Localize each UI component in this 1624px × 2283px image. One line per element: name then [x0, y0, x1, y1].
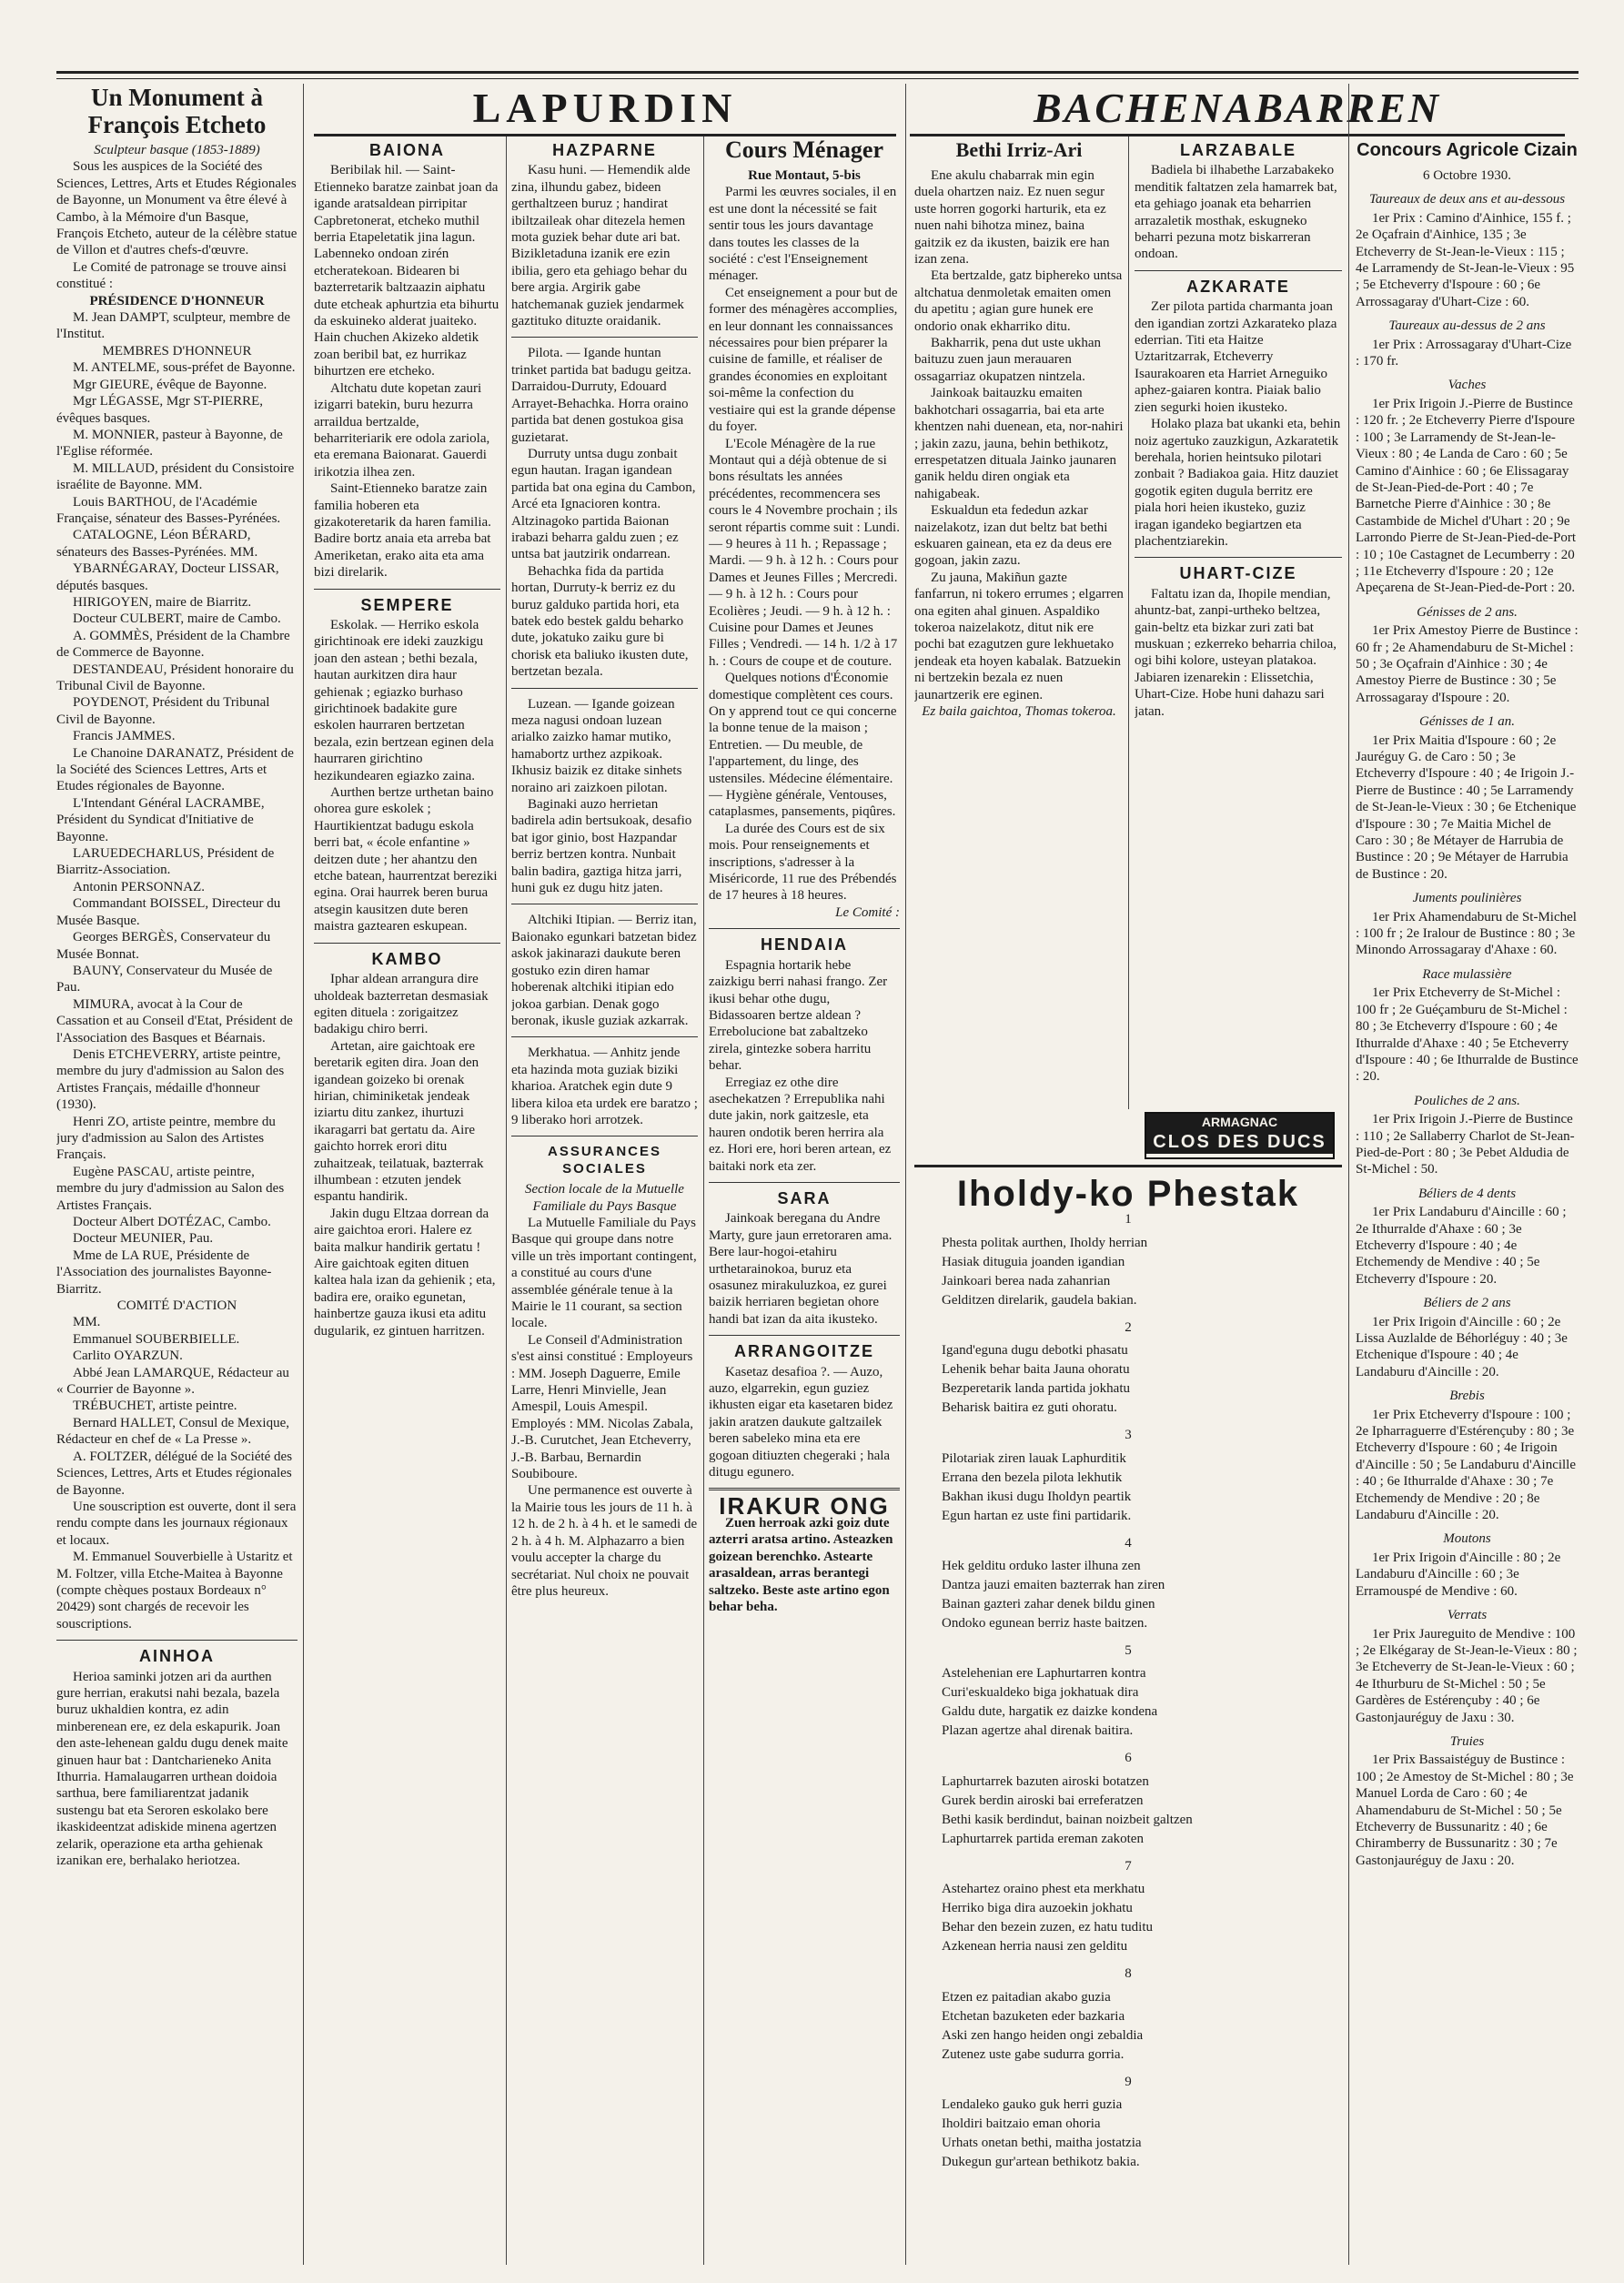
cours-text-3: L'Ecole Ménagère de la rue Montaut qui a déjà obtenue de si bons résultats les années précédentes, recommencera ses cours le 4 Novembre prochain ; ils seront répartis comme suit : Lundi. — 9 heures à 11 h. ; Repassage ; Mardi. — 9 h. à 12 h. : Cours pour Dames et Jeunes Filles ; Mercredi. — 9 h. à 12 h. : Cours pour Ecolières ; Jeudi. — 9 h. à 12 h. : Cuisine pour Dames et Jeunes Filles ; Vendredi. — 14 h. 1/2 à 17 h. : Cours de coupe et de couture.: [709, 436, 900, 669]
concours-section-title: Génisses de 1 an.: [1419, 714, 1515, 730]
membre-entry: Antonin PERSONNAZ.: [73, 879, 206, 894]
membre-entry: Denis ETCHEVERRY, artiste peintre, membre du jury d'admission au Salon des Artistes Français, médaille d'honneur (1930).: [56, 1046, 285, 1113]
uhartgize-title: UHART-CIZE: [1179, 564, 1297, 583]
sempere-text: Eskolak. — Herriko eskola girichtinoak ere ideki zauzkigu joan den astean ; bethi bezala, hautan aurkitzen dira haur gehienak ; egiazko burhaso girichtinoek badakite gure eskolen haurraren bertzetan bezala, ezin bertzean eginen dela haurraren girichtino hezikundearen egiazko zaina.: [314, 617, 494, 783]
concours-list: [1356, 191, 1579, 1869]
membre-entry: Francis JAMMES.: [73, 729, 176, 744]
concours-section-text: 1er Prix Irigoin J.-Pierre de Bustince : 110 ; 2e Sallaberry Charlot de St-Jean-Pied-de-Port : 80 ; 3e Pebet Aldudia de St-Michel : 50.: [1356, 1112, 1575, 1177]
stanza-number: 3: [1125, 1428, 1132, 1443]
concours-section-text: 1er Prix Etcheverry d'Ispoure : 100 ; 2e Ipharraguerre d'Estérençuby : 80 ; 3e Etcheverry d'Ispoure : 60 ; 4e Irigoin d'Aincille : 50 ; 5e Landaburu d'Aincille : 40 ; 6e Ithurralde d'Ahaxe : 30 ; 7e Etchemendy de Mendive : 20 ; 8e Landaburu d'Aincille : 20.: [1356, 1407, 1577, 1523]
stanza-number: 2: [1125, 1319, 1132, 1335]
concours-section-title: Juments poulinières: [1412, 891, 1522, 906]
stanza-line: Hasiak dituguia joanden igandian: [942, 1254, 1125, 1269]
assurances-text: La Mutuelle Familiale du Pays Basque qui groupe dans notre ville un très important contingent, a constitué au cours d'une assemblée générale tenue à la Mairie le 11 courant, sa section locale.: [511, 1215, 697, 1331]
sara-text: Jainkoak beregana du Andre Marty, gure jaun erretoraren ama. Bere laur-hogoi-etahiru urthetarainokoa, buruz eta osasunez mirakuluzkoa, ez gurei baizik herriaren begietan ohore handi bat izan da aita ikusteko.: [709, 1211, 893, 1327]
hendaia-text: Espagnia hortarik hebe zaizkigu berri nahasi frango. Zer ikusi behar othe dugu, Bidassoaren bertze aldean ? Errebolucione bat zabaltzeko zirela, gintezke sobera harritu behar.: [709, 957, 888, 1074]
kambo-text: Iphar aldean arrangura dire uholdeak bazterretan desmasiak egiten dituela : zorigaitzez badakigu chiro berri.: [314, 972, 489, 1037]
membre-entry: Docteur CULBERT, maire de Cambo.: [73, 611, 281, 627]
hazparne-title: HAZPARNE: [552, 141, 657, 159]
stanza-line: Bezperetarik landa partida jokhatu: [942, 1381, 1130, 1397]
stanza-line: Plazan agertze ahal direnak baitira.: [942, 1723, 1134, 1739]
bethi-text-5: Eskualdun eta fededun azkar naizelakotz, izan dut beltz bat bethi eskuaren gainean, eta ez da deus ere gogoan, jakin zazu.: [914, 503, 1112, 569]
concours-section-title: Béliers de 2 ans: [1423, 1296, 1511, 1311]
stanza-line: Beharisk baitira ez guti ohoratu.: [942, 1400, 1117, 1416]
stanza-line: Iholdiri baitzaio eman ohoria: [942, 2116, 1101, 2132]
concours-section-text: 1er Prix Irigoin d'Aincille : 80 ; 2e Landaburu d'Aincille : 60 ; 3e Erramouspé de Mendive : 60.: [1356, 1550, 1561, 1599]
assurances-title: ASSURANCES SOCIALES: [547, 1144, 661, 1177]
baiona-title: BAIONA: [369, 141, 445, 159]
concours-section-text: 1er Prix Etcheverry de St-Michel : 100 fr ; 2e Guéçamburu de St-Michel : 80 ; 3e Etcheverry d'Ispoure : 60 ; 4e Ithurralde d'Ahaxe : 40 ; 5e Etcheverry d'Ispoure : 40 ; 6e Ithurralde de Bustince : 20.: [1356, 985, 1579, 1085]
hendaia-text-2: Erregiaz ez othe dire asechekatzen ? Errepublika nahi dute jakin, nork gaitzesle, eta hauren ondotik beren herrira ala ez. Hori ere, hori beren artean, ez baitaki nork eta zer.: [709, 1075, 892, 1174]
stanza-line: Herriko biga dira auzoekin jokhatu: [942, 1901, 1133, 1916]
membre-entry: Henri ZO, artiste peintre, membre du jury d'admission au Salon des Artistes Français.: [56, 1114, 276, 1163]
armagnac-line1: ARMAGNAC: [1146, 1114, 1333, 1130]
stanza: [942, 1664, 1342, 1741]
cours-text-2: Cet enseignement a pour but de former des ménagères accomplies, en leur donnant les connaissances nécessaires pour bien préparer la cuisine de famille, et réaliser de grandes économies en exploitant soi-même la confection du vestiaire qui est la grande dépense du foyer.: [709, 285, 898, 435]
stanza: [942, 2096, 1342, 2172]
stanza: [942, 1234, 1342, 1310]
stanza-line: Jainkoari berea nada zahanrian: [942, 1273, 1111, 1288]
concours-section-text: 1er Prix Maitia d'Ispoure : 60 ; 2e Jauréguy G. de Caro : 50 ; 3e Etcheverry d'Ispoure : 40 ; 4e Irigoin J.-Pierre de Bustince : 40 ; 5e Larramendy de St-Jean-le-Vieux : 30 ; 6e Etchenique d'Ispoure : 30 ; 7e Maitia Michel de Caro : 30 ; 8e Métayer de Harrubia de Bustince : 20 ; 9e Métayer de Harrubia de Bustince : 20.: [1356, 732, 1577, 882]
concours-section-title: Taureaux de deux ans et au-dessous: [1368, 192, 1566, 207]
azkarate-title: AZKARATE: [1186, 277, 1290, 296]
concours-section-text: 1er Prix Jaureguito de Mendive : 100 ; 2e Elkégaray de St-Jean-le-Vieux : 80 ; 3e Etcheverry de St-Jean-le-Vieux : 60 ; 4e Ithurburu de St-Michel : 50 ; 5e Gardères de Estérençuby : 40 ; 6e Gastonjauréguy de Jaxu : 30.: [1356, 1626, 1578, 1725]
membre-entry: A. GOMMÈS, Président de la Chambre de Commerce de Bayonne.: [56, 628, 290, 661]
monument-title: Un Monument à François Etcheto: [87, 84, 267, 138]
stanza-number: 8: [1125, 1966, 1132, 1982]
stanza: [942, 1450, 1342, 1526]
armagnac-ad: [1145, 1112, 1335, 1159]
membre-entry: Docteur Albert DOTÉZAC, Cambo.: [73, 1215, 271, 1229]
stanza-line: Igand'eguna dugu debotki phasatu: [942, 1343, 1128, 1359]
stanza-line: Egun hartan ez uste fini partidarik.: [942, 1508, 1132, 1523]
concours-title: Concours Agricole Cizain: [1357, 140, 1578, 160]
monument-intro: Sous les auspices de la Société des Sciences, Lettres, Arts et Etudes Régionales de Bayonne, un Monument va être élevé à Cambo, à la Mémoire d'un Basque, François Etcheto, auteur de la célèbre statue de Villon et d'autres chefs-d'œuvre.: [56, 159, 298, 258]
concours-section-title: Vaches: [1447, 378, 1487, 393]
stanza-number: 1: [1125, 1212, 1132, 1227]
concours-section-text: 1er Prix Irigoin J.-Pierre de Bustince : 120 fr. ; 2e Etcheverry Pierre d'Ispoure : 100 ; 3e Larramendy de St-Jean-le-Vieux : 80 ; 4e Landa de Caro : 60 ; 5e Camino d'Ainhice : 60 ; 6e Elissagaray de St-Jean-Pied-de-Port : 40 ; 7e Barnetche Pierre d'Ainhice : 30 ; 8e Castambide de Michel d'Uhart : 20 ; 9e Larrondo Pierre de St-Jean-Pied-de-Port : 10 ; 10e Castagnet de Lecumberry : 20 ; 11e Etcheverry d'Ispoure : 20 ; 12e Apeçarena de St-Jean-Pied-de-Port : 20.: [1356, 396, 1577, 596]
stanza-line: Etzen ez paitadian akabo guzia: [942, 1989, 1111, 2005]
stanza-line: Ondoko egunean berriz haste baitzen.: [942, 1616, 1148, 1631]
stanza-line: Errana den bezela pilota lekhutik: [942, 1470, 1123, 1485]
stanza-line: Zutenez uste gabe sudurra gorria.: [942, 2046, 1125, 2062]
stanza-number: 4: [1125, 1535, 1132, 1551]
stanza: [942, 1988, 1342, 2065]
poem-title: Iholdy-ko Phestak: [956, 1174, 1300, 1214]
stanza-line: Galdu dute, hargatik ez daizke kondena: [942, 1704, 1158, 1720]
membres-list: [56, 359, 298, 1298]
pilota-text-2: Durruty untsa dugu zonbait egun hautan. Iragan igandean partida bat ona egina du Cambon, Arcé eta Ignacioren kontra. Altzinagoko partida Baionan irabazi beharra galdu zuen ; ez untsa bat jautzirik ondarrean.: [511, 446, 696, 562]
membre-entry: Commandant BOISSEL, Directeur du Musée Basque.: [56, 896, 281, 928]
comite-entry: Emmanuel SOUBERBIELLE.: [73, 1331, 240, 1347]
column-larzabale: [1135, 136, 1342, 1109]
armagnac-line2: CLOS DES DUCS: [1146, 1130, 1333, 1154]
stanza-line: Urhats onetan bethi, maitha jostatzia: [942, 2136, 1142, 2151]
cours-title: Cours Ménager: [724, 136, 883, 163]
stanza-line: Hek gelditu orduko laster ilhuna zen: [942, 1559, 1141, 1574]
stanza-number: 9: [1125, 2074, 1132, 2089]
sara-title: SARA: [777, 1188, 832, 1207]
membre-entry: L'Intendant Général LACRAMBE, Président du Syndicat d'Initiative de Bayonne.: [56, 795, 265, 844]
stanza-number: 5: [1125, 1643, 1132, 1659]
membre-entry: Louis BARTHOU, de l'Académie Française, sénateur des Basses-Pyrénées.: [56, 494, 281, 526]
assurances-text-2: Le Conseil d'Administration s'est ainsi constitué : Employeurs : MM. Joseph Daguerre, Emile Larre, Henri Minvielle, Jean Amespil, Louis Amespil. Employés : MM. Nicolas Zabala, J.-B. Curutchet, Jean Etcheverry, J.-B. Barbau, Bernardin Soubiboure.: [511, 1332, 693, 1482]
stanza-line: Dantza jauzi emaiten bazterrak han ziren: [942, 1578, 1165, 1593]
membre-entry: MIMURA, avocat à la Cour de Cassation et au Conseil d'Etat, Président de l'Association des Basques et Béarnais.: [56, 996, 293, 1046]
concours-section-text: 1er Prix Landaburu d'Aincille : 60 ; 2e Ithurralde d'Ahaxe : 60 ; 3e Etcheverry d'Ispoure : 40 ; 4e Etchemendy de Mendive : 40 ; 5e Etcheverry d'Ispoure : 20.: [1356, 1205, 1567, 1287]
membre-entry: Mme de LA RUE, Présidente de l'Association des journalistes Bayonne-Biarritz.: [56, 1248, 272, 1297]
membre-entry: Eugène PASCAU, artiste peintre, membre du jury d'admission au Salon des Artistes Français.: [56, 1164, 285, 1213]
souscription-text: Une souscription est ouverte, dont il sera rendu compte dans les journaux régionaux et locaux.: [56, 1499, 297, 1548]
poem-block: [914, 1165, 1342, 2265]
comite-entry: TRÉBUCHET, artiste peintre.: [73, 1399, 237, 1414]
membre-entry: Mgr GIEURE, évêque de Bayonne.: [73, 377, 267, 392]
cours-signature: Le Comité :: [835, 904, 900, 920]
bethi-text-3: Bakharrik, pena dut uste ukhan baituzu zuen jaun merauaren ossagarriaz okupatzen nintzela.: [914, 336, 1102, 384]
merkhatua-text: Merkhatua. — Anhitz jende eta hazinda mota guziak biziki kharioa. Aratchek egin dute 9 libera kiloa eta urdek ere baratzo ; 9 liberako hori arrotzek.: [511, 1046, 698, 1127]
kambo-text-2: Artetan, aire gaichtoak ere beretarik egiten dira. Joan den igandean goizeko bi orenak hirian, chiminiketak jendeak iziartu ditu zankez, ihurtuzi ikaragarri bat gertatu da. Aire gaichto horrek erori ditu zuhaitzeak, teilatuak, bazterrak ilhumbean : etzuten jendek espantu handirik.: [314, 1038, 484, 1205]
arrangoitze-text: Kasetaz desafioa ?. — Auzo, auzo, elgarrekin, egun guziez ikhusten eigar eta kasetaren bidez jakin aratzen daukute galtzailek beren sabeleko mina eta ere gogoan ditiuzten chegeraki ; hala ditugu egunero.: [709, 1364, 893, 1480]
stanza-line: Lehenik behar baita Jauna ohoratu: [942, 1362, 1130, 1378]
irakur-title: IRAKUR ONG: [719, 1492, 890, 1520]
presidence-title: PRÉSIDENCE D'HONNEUR: [89, 293, 265, 308]
baiona-text-3: Saint-Etienneko baratze zain familia hoberen eta gizakoteretarik da haren familia. Badire bortz anaia eta arreba bat Ameriketan, erako aita eta ama bizi direlarik.: [314, 481, 491, 581]
azkarate-text: Zer pilota partida charmanta joan den igandian zortzi Azkarateko plaza ederrian. Titi eta Haitze Uztaritzarrak, Etcheverry Isaurakoaren eta Harriet Arneguiko aphez-gaiaren kontra. Piaiak balio zien segurki hoien ikusteko.: [1135, 299, 1337, 415]
stanza: [942, 1880, 1342, 1956]
poem-body: [914, 1211, 1342, 2172]
concours-section-title: Truies: [1449, 1733, 1485, 1749]
stanza-number: 6: [1125, 1751, 1132, 1766]
concours-section-text: 1er Prix : Camino d'Ainhice, 155 f. ; 2e Oçafrain d'Ainhice, 135 ; 3e Etcheverry de St-Jean-le-Vieux : 115 ; 4e Larramendy de St-Jean-le-Vieux : 95 ; 5e Etcheverry d'Ispoure : 60 ; 6e Arrossagaray d'Uhart-Cize : 60.: [1356, 210, 1575, 309]
stanza-line: Bakhan ikusi dugu Iholdyn peartik: [942, 1489, 1132, 1504]
presidence-text: M. Jean DAMPT, sculpteur, membre de l'Institut.: [56, 310, 291, 342]
column-baiona: [314, 136, 500, 2274]
column-cours-menager: [709, 136, 900, 2274]
baiona-text-2: Altchatu dute kopetan zauri izigarri batekin, buru hezurra arraildua bertzalde, beharriteriarik ere odola zariola, eta eremana Baionarat. Gauerdi irikotzia ilhea zen.: [314, 380, 490, 480]
stanza-line: Gelditzen direlarik, gaudela bakian.: [942, 1292, 1137, 1308]
stanza-number: 7: [1125, 1858, 1132, 1874]
ainhoa-text: Herioa saminki jotzen ari da aurthen gure herrian, erakutsi nahi bezala, bazela buruz ukhaldien kontra, ez adin minberenean ere, ez dela eskapurik. Joan den aste-lehenean galdu dugu denek maite ginuen haur bat : Dantcharieneko Anita Ithurria. Hamalaugarren urthean doidoia sarthua, bere familiarentzat jadanik sustengu bat eta Seroren eskolako bere ikaskideentzat adiskide minena agertzen zelarik, operazione eta artha gehienak izanikan ere, berhalako heriotzea.: [56, 1669, 288, 1869]
membre-entry: POYDENOT, Président du Tribunal Civil de Bayonne.: [56, 695, 270, 727]
monument-intro2: Le Comité de patronage se trouve ainsi constitué :: [56, 259, 287, 292]
stanza: [942, 1773, 1342, 1849]
larzabale-text: Badiela bi ilhabethe Larzabakeko menditik faltatzen zela hamarrek bat, eta gehiago joanak eta beharrien arrazaletik mosthak, eskugneko beharri pezuna motz biskarreran ondoan.: [1135, 163, 1337, 262]
bethi-title: Bethi Irriz-Ari: [955, 138, 1083, 161]
comite-entry: Abbé Jean LAMARQUE, Rédacteur au « Courrier de Bayonne ».: [56, 1365, 289, 1398]
concours-section-text: 1er Prix Ahamendaburu de St-Michel : 100 fr ; 2e Iralour de Bustince : 80 ; 3e Minondo Arrossagaray d'Ahaxe : 60.: [1356, 909, 1577, 958]
kambo-title: KAMBO: [371, 949, 443, 968]
sempere-text-2: Aurthen bertze urthetan baino ohorea gure eskolek ; Haurtikientzat badugu eskola berri bat, « école enfantine » deitzen dute ; her ahantzu den etche batean, haurrentzat bereziki egina. Orai haurrek beren burua atsegin kausitzen dute beren maistra gaztearen eskupean.: [314, 785, 498, 934]
bachenabarren-masthead: BACHENABARREN: [1033, 85, 1442, 131]
bethi-text-2: Eta bertzalde, gatz biphereko untsa altchatua denmoletak emaiten omen du apetitu ; agian gure hunek ere ondorio onak ekharriko ditu.: [914, 268, 1123, 334]
concours-section-title: Verrats: [1447, 1608, 1488, 1623]
monument-subtitle: Sculpteur basque (1853-1889): [94, 143, 260, 157]
stanza-line: Laphurtarrek bazuten airoski botatzen: [942, 1773, 1149, 1789]
pilota-text-3: Behachka fida da partida hortan, Durruty-k berriz ez du buruz galduko partida hori, eta batek edo bestek galdu beharko dute, jokatuko zaiku gure bi chorisk eta baliuko ikusten dute, bertzetan bezala.: [511, 563, 689, 680]
lapurdin-masthead: LAPURDIN: [472, 85, 738, 131]
membre-entry: Docteur MEUNIER, Pau.: [73, 1231, 214, 1247]
concours-section-text: 1er Prix Amestoy Pierre de Bustince : 60 fr ; 2e Ahamendaburu de St-Michel : 50 ; 3e Oçafrain d'Ainhice : 30 ; 4e Amestoy Pierre de Bustince : 30 ; 5e Arrossagaray d'Ispoure : 20.: [1356, 623, 1579, 705]
kambo-text-3: Jakin dugu Eltzaa dorrean da aire gaichtoa erori. Halere ez baita malkur handirik gertatu ! Aire gaichtoak egiten dituen kaltea hala izan da gehienik ; eta, badira ere, oraiko egunetan, hainbertze gauza ikusi eta aditu dugularik, ez gintuen harritzen.: [314, 1206, 496, 1338]
membre-entry: CATALOGNE, Léon BÉRARD, sénateurs des Basses-Pyrénées. MM.: [56, 528, 258, 560]
stanza-line: Astehartez oraino phest eta merkhatu: [942, 1882, 1145, 1897]
concours-section-title: Brebis: [1449, 1389, 1485, 1404]
comite-entry: Bernard HALLET, Consul de Mexique, Rédacteur en chef de « La Presse ».: [56, 1415, 290, 1448]
cours-text: Parmi les œuvres sociales, il en est une dont la nécessité se fait sentir tous les jours davantage dans toutes les classes de la société : c'est l'Enseignement ménager.: [709, 185, 897, 284]
comite-entry: MM.: [73, 1315, 101, 1330]
concours-section-text: 1er Prix : Arrossagaray d'Uhart-Cize : 170 fr.: [1356, 337, 1572, 369]
luzean-text-2: Baginaki auzo herrietan badirela adin bertsukoak, desafio bat igor ginio, bost Hazpandar berriz bertzen kontra. Nunbait balin badira, gaztiga hitza jarri, huni guk ez dugu hitz jaten.: [511, 797, 692, 896]
stanza: [942, 1341, 1342, 1418]
column-monument: [56, 84, 298, 2274]
hendaia-title: HENDAIA: [760, 935, 848, 955]
concours-section-title: Béliers de 4 dents: [1417, 1186, 1517, 1201]
concours-section-title: Taureaux au-dessus de 2 ans: [1388, 318, 1546, 334]
lapurdin-masthead-wrap: [314, 84, 896, 136]
stanza-line: Dukegun gur'artean bethikotz bakia.: [942, 2155, 1140, 2170]
altchiki-text: Altchiki Itipian. — Berriz itan, Baionako egunkari batzetan bidez askok jakinarazi daukute beren gostuko ezin diren hamar hoberenak altchiki itipian edo jokoa garbian. Denak gogo beronak, ikusle guziak azkarrak.: [511, 913, 697, 1028]
luzean-text: Luzean. — Igande goizean meza nagusi ondoan luzean arialko zaizko hamar mutiko, hamabortz urthez azpikoak. Ikhusiz baizik ez ditake sinhets noraino ari zaizkoen pilotan.: [511, 696, 682, 795]
concours-section-text: 1er Prix Irigoin d'Aincille : 60 ; 2e Lissa Auzlalde de Béhorléguy : 40 ; 3e Etchenique d'Ispoure : 40 ; 4e Landaburu d'Aincille : 20.: [1356, 1314, 1568, 1379]
concours-date: 6 Octobre 1930.: [1422, 168, 1512, 183]
membre-entry: Mgr LÉGASSE, Mgr ST-PIERRE, évêques basques.: [56, 394, 264, 426]
concours-section-title: Génisses de 2 ans.: [1417, 604, 1518, 620]
stanza-line: Etchetan bazuketen eder bazkaria: [942, 2008, 1125, 2024]
stanza-line: Pilotariak ziren lauak Laphurditik: [942, 1450, 1126, 1466]
bethi-text: Ene akulu chabarrak min egin duela ohartzen naiz. Ez nuen segur uste horren gogorki harturik, eta ez nuen nahi bihotza minez, baina gaitzik ez da ikusten, baizik ere han izan zena.: [914, 168, 1110, 268]
concours-section-title: Race mulassière: [1422, 966, 1512, 982]
arrangoitze-title: ARRANGOITZE: [734, 1342, 874, 1361]
stanza-line: Gurek berdin airoski bai erreferatzen: [942, 1793, 1144, 1808]
larzabale-title: LARZABALE: [1180, 141, 1296, 159]
azkarate-text-2: Holako plaza bat ukanki eta, behin noiz agertuko zauzkigun, Azkaratetik berehala, horien heintsuko pilotari zonbait ? Badiakoa gaia. Hitz dauziet gogotik egiten dugula berritz ere piala hori heien ikusteko, guziz iragan igandeko begiartzen eta plachentziarekin.: [1135, 417, 1341, 549]
membre-entry: M. MILLAUD, président du Consistoire israélite de Bayonne. MM.: [56, 460, 295, 493]
concours-section-title: Pouliches de 2 ans.: [1414, 1093, 1520, 1108]
membre-entry: Georges BERGÈS, Conservateur du Musée Bonnat.: [56, 930, 271, 962]
sempere-title: SEMPERE: [360, 595, 454, 614]
ainhoa-title: AINHOA: [139, 1647, 215, 1666]
membre-entry: Le Chanoine DARANATZ, Président de la Société des Sciences Lettres, Arts et Etudes régionales de Bayonne.: [56, 745, 294, 794]
comite-title: COMITÉ D'ACTION: [116, 1298, 237, 1314]
membre-entry: HIRIGOYEN, maire de Biarritz.: [73, 594, 252, 610]
membres-title: MEMBRES D'HONNEUR: [102, 343, 252, 359]
cours-text-5: La durée des Cours est de six mois. Pour renseignements et inscriptions, s'adresser à la Miséricorde, 11 rue des Prébendés de 17 heures à 18 heures.: [709, 821, 897, 904]
comite-list: [56, 1314, 298, 1498]
membre-entry: M. ANTELME, sous-préfet de Bayonne.: [73, 360, 296, 376]
stanza: [942, 1557, 1342, 1633]
stanza-line: Lendaleko gauko guk herri guzia: [942, 2097, 1123, 2113]
bachenabarren-masthead-wrap: [910, 84, 1565, 136]
stanza-line: Azkenean herria nausi zen gelditu: [942, 1939, 1128, 1955]
concours-section-text: 1er Prix Bassaistéguy de Bustince : 100 ; 2e Amestoy de St-Michel : 80 ; 3e Manuel Lorda de Caro : 60 ; 4e Ahamendaburu de St-Michel : 50 ; 5e Etcheverry de Bussunaritz : 40 ; 6e Chiramberry de Bussunaritz : 30 ; 7e Gastonjauréguy de Jaxu : 20.: [1356, 1753, 1574, 1868]
membre-entry: YBARNÉGARAY, Docteur LISSAR, députés basques.: [56, 561, 279, 593]
hazparne-text: Kasu huni. — Hemendik alde zina, ilhundu gabez, bideen gerthaltzeen buruz ; handirat ibiltzaileak ohar ditezela hemen mota guziek behar dute ari bat. Bizikletaduna izanik ere ezin ibilia, gero eta gehiago behar du bere argia. Argirik gabe hatchemanak guziek jendarmek gaztituko dituzte oraidanik.: [511, 163, 691, 329]
stanza-line: Bainan gazteri zahar denek bildu ginen: [942, 1597, 1155, 1612]
column-concours: [1356, 136, 1579, 2274]
concours-section-title: Moutons: [1443, 1531, 1491, 1547]
comite-entry: A. FOLTZER, délégué de la Société des Sciences, Lettres, Arts et Etudes régionales de Bayonne.: [56, 1449, 293, 1498]
membre-entry: LARUEDECHARLUS, Président de Biarritz-Association.: [56, 846, 275, 878]
membre-entry: M. MONNIER, pasteur à Bayonne, de l'Eglise réformée.: [56, 427, 283, 460]
stanza-line: Aski zen hango heiden ongi zebaldia: [942, 2027, 1144, 2043]
pilota-text: Pilota. — Igande huntan trinket partida bat badugu geitza. Darraidou-Durruty, Edouard Arrayet-Behachka. Horra oraino partida bat denen gostukoa gisa guzietarat.: [511, 346, 691, 445]
cours-text-4: Quelques notions d'Économie domestique complètent ces cours. On y apprend tout ce qui concerne la bonne tenue de la maison ; Entretien. — Du meuble, de l'appartement, du linge, des ustensiles. Médecine élémentaire. — Hygiène générale, Ventouses, cataplasmes, pansements, piqûres.: [709, 671, 897, 820]
stanza-line: Bethi kasik berdindut, bainan noizbeit galtzen: [942, 1812, 1193, 1827]
bethi-signoff: Ez baila gaichtoa, Thomas tokeroa.: [922, 704, 1116, 719]
uhartgize-text: Faltatu izan da, Ihopile mendian, ahuntz-bat, zanpi-urtheko beltzea, gain-beltz eta bizkar zuri zati bat muskuan ; ezkerreko beharria chiloa, ogi bihi kolore, usteyan platakoa. Jabiaren izenarekin : Elissetchia, Uhart-Cize. Hobe huni dahazu sari jatan.: [1135, 586, 1337, 719]
comite-entry: Carlito OYARZUN.: [73, 1349, 183, 1364]
column-bethi: [914, 136, 1124, 1109]
assurances-subtitle: Section locale de la Mutuelle Familiale du Pays Basque: [525, 1182, 684, 1214]
stanza-line: Laphurtarrek partida ereman zakoten: [942, 1831, 1144, 1846]
column-hazparne: [511, 136, 698, 2274]
cours-address: Rue Montaut, 5-bis: [748, 168, 861, 183]
bethi-text-6: Zu jauna, Makiñun gazte fanfarrun, ni tokero errumes ; elgarren ona egiten ahal ginuen. Aspaldiko tokeroa naizelakotz, ditut nik ere pochi bat ezagutzen gure lekhuetako jendeak eta hoyen kabalak. Batzuekin ni bertzekin bezala ez nuen jaunartzerik ere eginen.: [914, 570, 1124, 702]
baiona-text: Beribilak hil. — Saint-Etienneko baratze zainbat joan da igande aratsaldean pirripitar Capbretonerat, etcheko muthil berria Etapeletatik jina lagun. Labenneko ondoan zirén etcheratekoan. Bidearen bi bazterretarik baltzaazin aiphatu dute etcheak aphurtzia eta bihurtu da eskuineko alderat juaiteko. Hain chuchen Akizeko aldetik zoan beribil bat, ez hurrikaz bihurtzen ere etcheko.: [314, 163, 499, 379]
irakur-text: Zuen herroak azki goiz dute azterri aratsa artino. Asteazken goizean berenchko. Astearte arasaldean, arras berantegi saltzeko. Beste aste artino egon behar beha.: [709, 1515, 893, 1614]
stanza-line: Phesta politak aurthen, Iholdy herrian: [942, 1235, 1148, 1250]
membre-entry: DESTANDEAU, Président honoraire du Tribunal Civil de Bayonne.: [56, 662, 294, 693]
top-rule: [56, 71, 1579, 79]
souscription-text-2: M. Emmanuel Souverbielle à Ustaritz et M. Foltzer, villa Etche-Maitea à Bayonne (compte chèques postaux Bordeaux n° 20429) sont chargés de recevoir les souscriptions.: [56, 1550, 293, 1631]
stanza-line: Astelehenian ere Laphurtarren kontra: [942, 1666, 1146, 1682]
stanza-line: Behar den bezein zuzen, ez hatu tuditu: [942, 1920, 1153, 1935]
bethi-text-4: Jainkoak baitauzku emaiten bakhotchari ossagarria, bai eta arte khentzen nahi duenean, eta, nor-nahiri ; jakin zazu, jauna, behin bethikotz, errespetatzen dituala Jainko jaunaren ganik heldu diren ongiak eta nahigabeak.: [914, 386, 1124, 501]
membre-entry: BAUNY, Conservateur du Musée de Pau.: [56, 963, 273, 995]
stanza-line: Curi'eskualdeko biga jokhatuak dira: [942, 1685, 1139, 1701]
assurances-text-3: Une permanence est ouverte à la Mairie tous les jours de 11 h. à 12 h. de 2 h. à 4 h. et le samedi de 2 h. à 4 h. M. Alphazarro a bien voulu accepter la charge du secrétariat. Nul choix ne pouvait être plus heureux.: [511, 1483, 698, 1599]
